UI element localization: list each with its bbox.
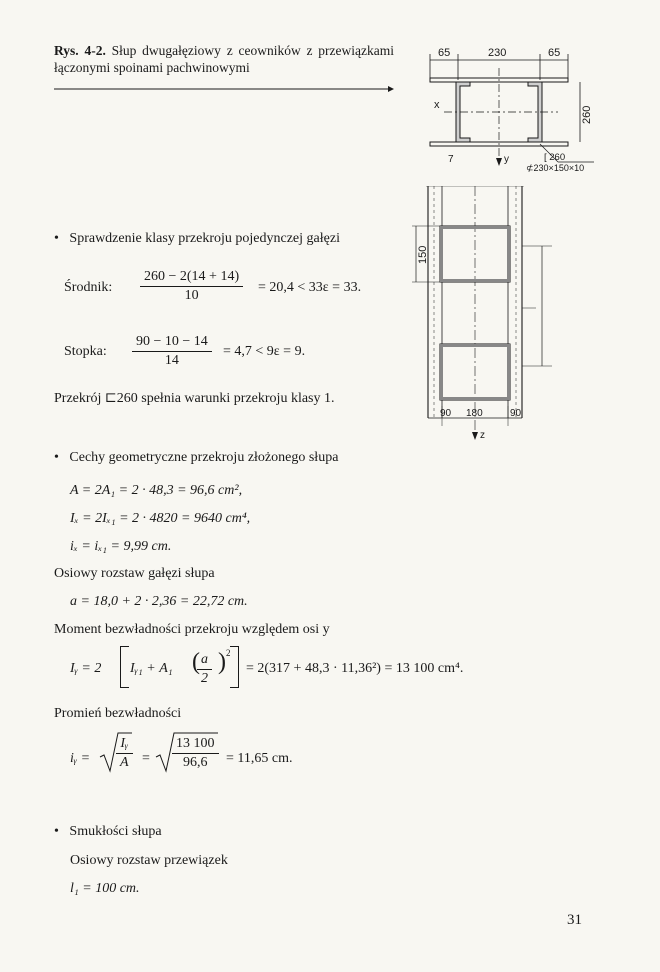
eq-radius-x: iₓ = iₓ₁ = 9,99 cm. bbox=[70, 539, 172, 554]
flange-label: Stopka: bbox=[64, 344, 107, 359]
bracket-left bbox=[120, 646, 129, 688]
iy-a-over-2: $\frac{a}{2}$ bbox=[197, 651, 212, 688]
iy-radius-rhs: = 11,65 cm. bbox=[226, 751, 293, 766]
dim-bottom-right: 90 bbox=[510, 408, 522, 419]
moment-label: Moment bezwładności przekroju względem osi y bbox=[54, 622, 330, 637]
web-label: Środnik: bbox=[64, 280, 113, 295]
figure-caption bbox=[54, 42, 394, 76]
dim-top-right: 65 bbox=[548, 47, 561, 59]
caption-text: Słup dwugałęziowy z ceowników z przewiązkami łączonymi spoinami pachwinowymi bbox=[54, 43, 394, 75]
paren-right: ) bbox=[218, 649, 226, 675]
flange-result: = 4,7 < 9ε = 9. bbox=[223, 344, 306, 359]
web-fraction bbox=[140, 268, 243, 305]
sqrt-fraction-2: $\frac{13 100}{96,6}$ bbox=[172, 735, 219, 772]
dim-batten-height: 150 bbox=[417, 245, 429, 264]
elevation-diagram bbox=[412, 186, 572, 446]
dim-bottom-left: 90 bbox=[440, 408, 452, 419]
dim-top-mid: 230 bbox=[488, 47, 507, 59]
paren-left: ( bbox=[192, 649, 200, 675]
cross-section-diagram bbox=[408, 38, 608, 178]
web-result: = 20,4 < 33ε = 33. bbox=[258, 280, 362, 295]
page-number: 31 bbox=[567, 912, 582, 928]
sqrt-fraction-1: $\frac{\text{Iᵧ}}{A}$ bbox=[116, 735, 133, 772]
iy-radius-lhs: iᵧ = bbox=[70, 751, 91, 766]
flange-numerator: 90 − 10 − 14 bbox=[136, 334, 208, 349]
axis-z-label: z bbox=[480, 430, 485, 441]
iy-equals: = bbox=[142, 751, 150, 766]
caption-label: Rys. 4-2. bbox=[54, 43, 106, 58]
plate-label: ⊄230×150×10 bbox=[526, 163, 585, 173]
eq-inertia-x: Iₓ = 2Iₓ₁ = 2 · 4820 = 9640 cm⁴, bbox=[70, 511, 251, 526]
iy-lhs: Iᵧ = 2 bbox=[70, 661, 102, 676]
web-denominator: 10 bbox=[140, 286, 243, 305]
radius-label: Promień bezwładności bbox=[54, 706, 182, 721]
exponent-2: 2 bbox=[226, 648, 231, 658]
section1-heading: • Sprawdzenie klasy przekroju pojedynczej gałęzi bbox=[54, 231, 340, 246]
branch-spacing-label: Osiowy rozstaw gałęzi słupa bbox=[54, 566, 215, 581]
eq-l1: l₁ = 100 cm. bbox=[70, 881, 140, 896]
dim-height: 260 bbox=[581, 105, 593, 124]
eq-spacing: a = 18,0 + 2 · 2,36 = 22,72 cm. bbox=[70, 594, 248, 609]
batten-spacing-label: Osiowy rozstaw przewiązek bbox=[70, 853, 228, 868]
weld-mark: 7 bbox=[448, 154, 454, 165]
web-numerator: 260 − 2(14 + 14) bbox=[144, 269, 240, 284]
flange-denominator: 14 bbox=[132, 351, 212, 370]
dim-bottom-mid: 180 bbox=[466, 408, 483, 419]
section3-heading: • Smukłości słupa bbox=[54, 824, 162, 839]
class-conclusion: Przekrój ⊏260 spełnia warunki przekroju klasy 1. bbox=[54, 391, 335, 406]
eq-area: A = 2A₁ = 2 · 48,3 = 96,6 cm², bbox=[70, 483, 243, 498]
iy-inner: Iᵧ₁ + A₁ bbox=[130, 661, 173, 676]
caption-arrow bbox=[54, 84, 394, 94]
dim-top-left: 65 bbox=[438, 47, 451, 59]
bracket-right bbox=[230, 646, 239, 688]
flange-fraction bbox=[132, 333, 212, 370]
axis-y-label: y bbox=[504, 154, 509, 165]
channel-label: [ 260 bbox=[544, 152, 566, 163]
section2-heading: • Cechy geometryczne przekroju złożonego słupa bbox=[54, 450, 339, 465]
axis-x-label: x bbox=[434, 99, 440, 111]
iy-rhs: = 2(317 + 48,3 · 11,36²) = 13 100 cm⁴. bbox=[246, 661, 464, 676]
